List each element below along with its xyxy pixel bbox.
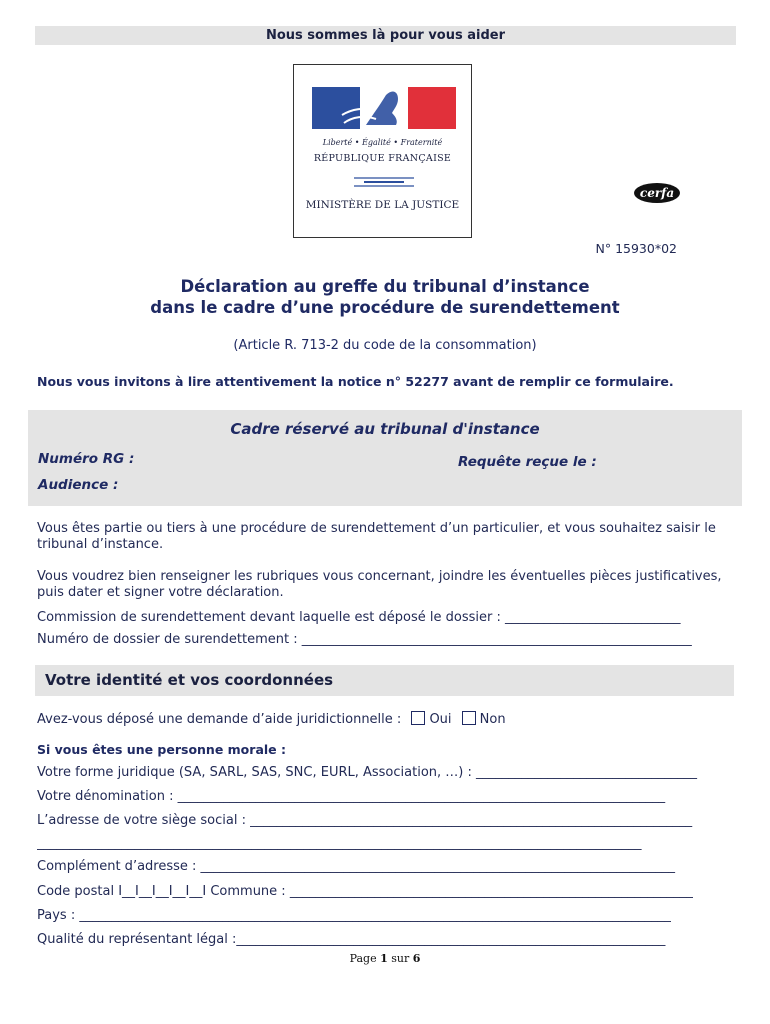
denomination-field[interactable]: Votre dénomination : ___________________________________________________________________________ — [37, 789, 666, 804]
non-label: Non — [479, 712, 506, 727]
ministry-logo — [293, 64, 472, 238]
commission-field[interactable]: Commission de surendettement devant laquelle est déposé le dossier : ___________________________ — [37, 610, 681, 625]
page-current: 1 — [380, 952, 388, 965]
hearing-label: Audience : — [38, 477, 119, 493]
dossier-number-field[interactable]: Numéro de dossier de surendettement : ____________________________________________________________ — [37, 632, 692, 647]
republic-motto: Liberté • Égalité • Fraternité — [322, 138, 443, 147]
legal-aid-question — [37, 711, 737, 727]
form-title-line-2: dans le cadre d’une procédure de surendettement — [150, 298, 620, 317]
non-checkbox[interactable] — [462, 711, 476, 725]
address-continuation-field[interactable]: _____________________________________________________________________________________________ — [37, 836, 642, 851]
page-number — [0, 952, 770, 965]
form-reference: N° 15930*02 — [595, 241, 677, 256]
page-total: 6 — [412, 952, 421, 965]
republique-francaise: RÉPUBLIQUE FRANÇAISE — [313, 153, 452, 164]
oui-label: Oui — [429, 712, 452, 727]
head-office-address-field[interactable]: L’adresse de votre siège social : ____________________________________________________________________ — [37, 813, 693, 828]
legal-aid-label: Avez-vous déposé une demande d’aide juridictionnelle : — [37, 712, 402, 727]
help-banner[interactable]: Nous sommes là pour vous aider — [35, 26, 736, 45]
country-field[interactable]: Pays : ___________________________________________________________________________________________ — [37, 908, 671, 923]
postcode-commune-field[interactable]: Code postal I__I__I__I__I__I Commune : ______________________________________________________________ — [37, 884, 693, 899]
intro-paragraph-2: Vous voudrez bien renseigner les rubriques vous concernant, joindre les éventuelles pièces justificatives, puis dater et signer votre déclaration. — [37, 569, 722, 600]
ministry-name: MINISTÈRE DE LA JUSTICE — [305, 199, 460, 211]
cerfa-logo: cerfa — [634, 183, 680, 203]
rg-number-label: Numéro RG : — [38, 451, 135, 467]
oui-checkbox[interactable] — [411, 711, 425, 725]
legal-form-field[interactable]: Votre forme juridique (SA, SARL, SAS, SNC, EURL, Association, …) : __________________________________ — [37, 765, 697, 780]
identity-section-header: Votre identité et vos coordonnées — [35, 665, 734, 696]
legal-representative-field[interactable]: Qualité du représentant légal :__________________________________________________________________ — [37, 932, 666, 947]
reserved-box-title: Cadre réservé au tribunal d'instance — [230, 420, 540, 438]
address-complement-field[interactable]: Complément d’adresse : _________________________________________________________________________ — [37, 859, 676, 874]
request-received-label: Requête reçue le : — [458, 454, 597, 470]
legal-entity-heading: Si vous êtes une personne morale : — [37, 742, 286, 757]
intro-paragraph-1: Vous êtes partie ou tiers à une procédure de surendettement d’un particulier, et vous souhaitez saisir le tribunal d’instance. — [37, 521, 716, 552]
article-reference: (Article R. 713-2 du code de la consommation) — [233, 338, 537, 353]
reserved-box — [28, 410, 742, 506]
form-title-line-1: Déclaration au greffe du tribunal d’instance — [180, 277, 590, 296]
page-prefix: Page — [349, 952, 381, 965]
notice-invitation: Nous vous invitons à lire attentivement la notice n° 52277 avant de remplir ce formulaire. — [37, 374, 674, 389]
page-middle: sur — [387, 952, 413, 965]
marianne-emblem-icon — [294, 65, 473, 239]
form-title — [100, 276, 670, 318]
